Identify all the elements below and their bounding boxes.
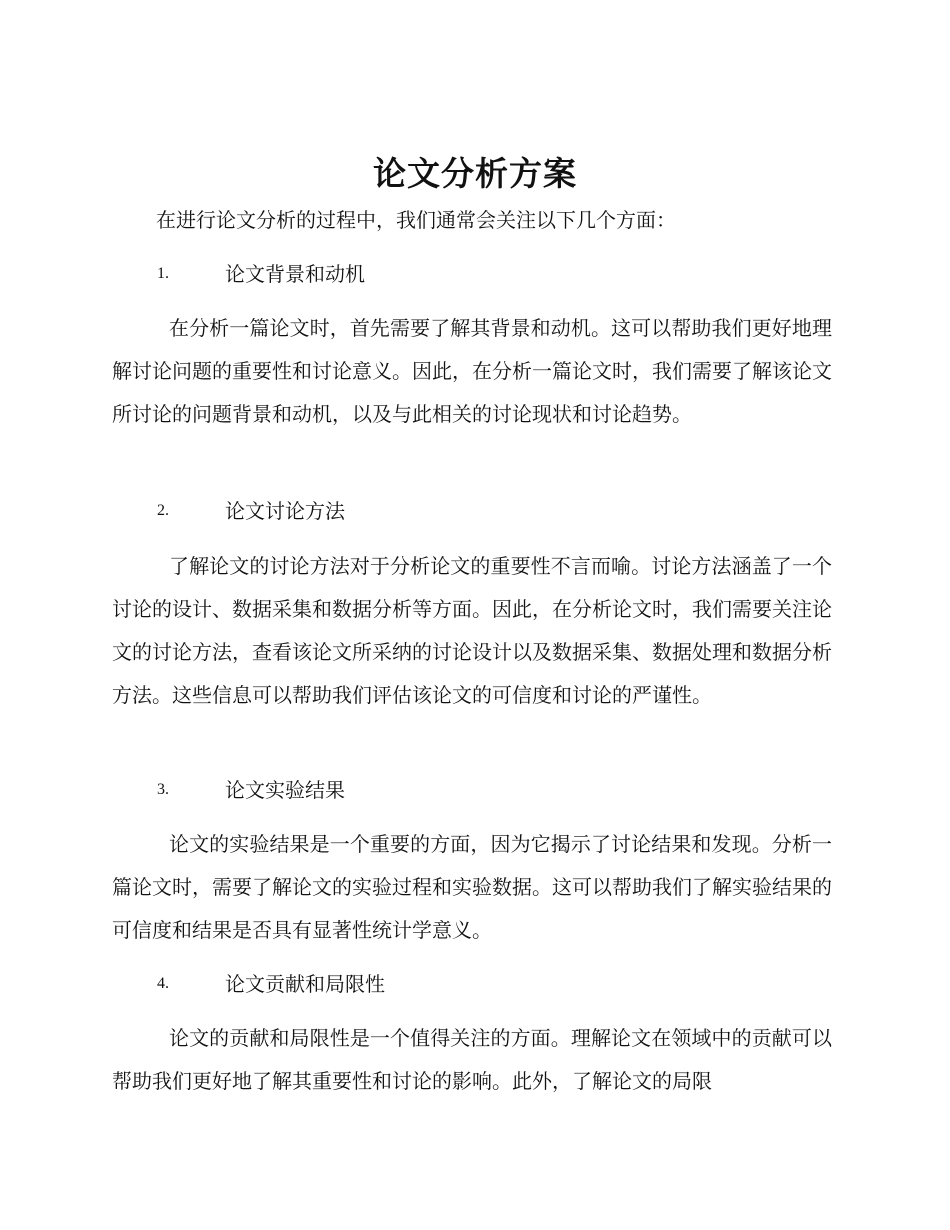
section-title: 论文贡献和局限性 [225, 972, 385, 996]
section-body-4: 论文的贡献和局限性是一个值得关注的方面。理解论文在领域中的贡献可以帮助我们更好地了解其重要性和讨论的影响。此外，了解论文的局限 [112, 1026, 832, 1093]
section-title: 论文讨论方法 [225, 499, 345, 523]
section-number: 4. [157, 975, 169, 992]
section-number: 2. [157, 502, 169, 519]
section-body-2: 了解论文的讨论方法对于分析论文的重要性不言而喻。讨论方法涵盖了一个讨论的设计、数据采集和数据分析等方面。因此，在分析论文时，我们需要关注论文的讨论方法，查看该论文所采纳的讨论设计以及数据采集、数据处理和数据分析方法。这些信息可以帮助我们评估该论文的可信度和讨论的严谨性。 [112, 554, 832, 707]
section-body-1: 在分析一篇论文时，首先需要了解其背景和动机。这可以帮助我们更好地理解讨论问题的重要性和讨论意义。因此，在分析一篇论文时，我们需要了解该论文所讨论的问题背景和动机，以及与此相关的讨论现状和讨论趋势。 [112, 316, 832, 426]
section-title: 论文实验结果 [225, 778, 345, 802]
section-number: 1. [157, 265, 169, 282]
section-title: 论文背景和动机 [225, 262, 365, 286]
section-number: 3. [157, 781, 169, 798]
section-body-3: 论文的实验结果是一个重要的方面，因为它揭示了讨论结果和发现。分析一篇论文时，需要了解论文的实验过程和实验数据。这可以帮助我们了解实验结果的可信度和结果是否具有显著性统计学意义。 [112, 832, 832, 942]
intro-paragraph: 在进行论文分析的过程中，我们通常会关注以下几个方面： [156, 208, 676, 232]
document-title: 论文分析方案 [373, 154, 577, 193]
